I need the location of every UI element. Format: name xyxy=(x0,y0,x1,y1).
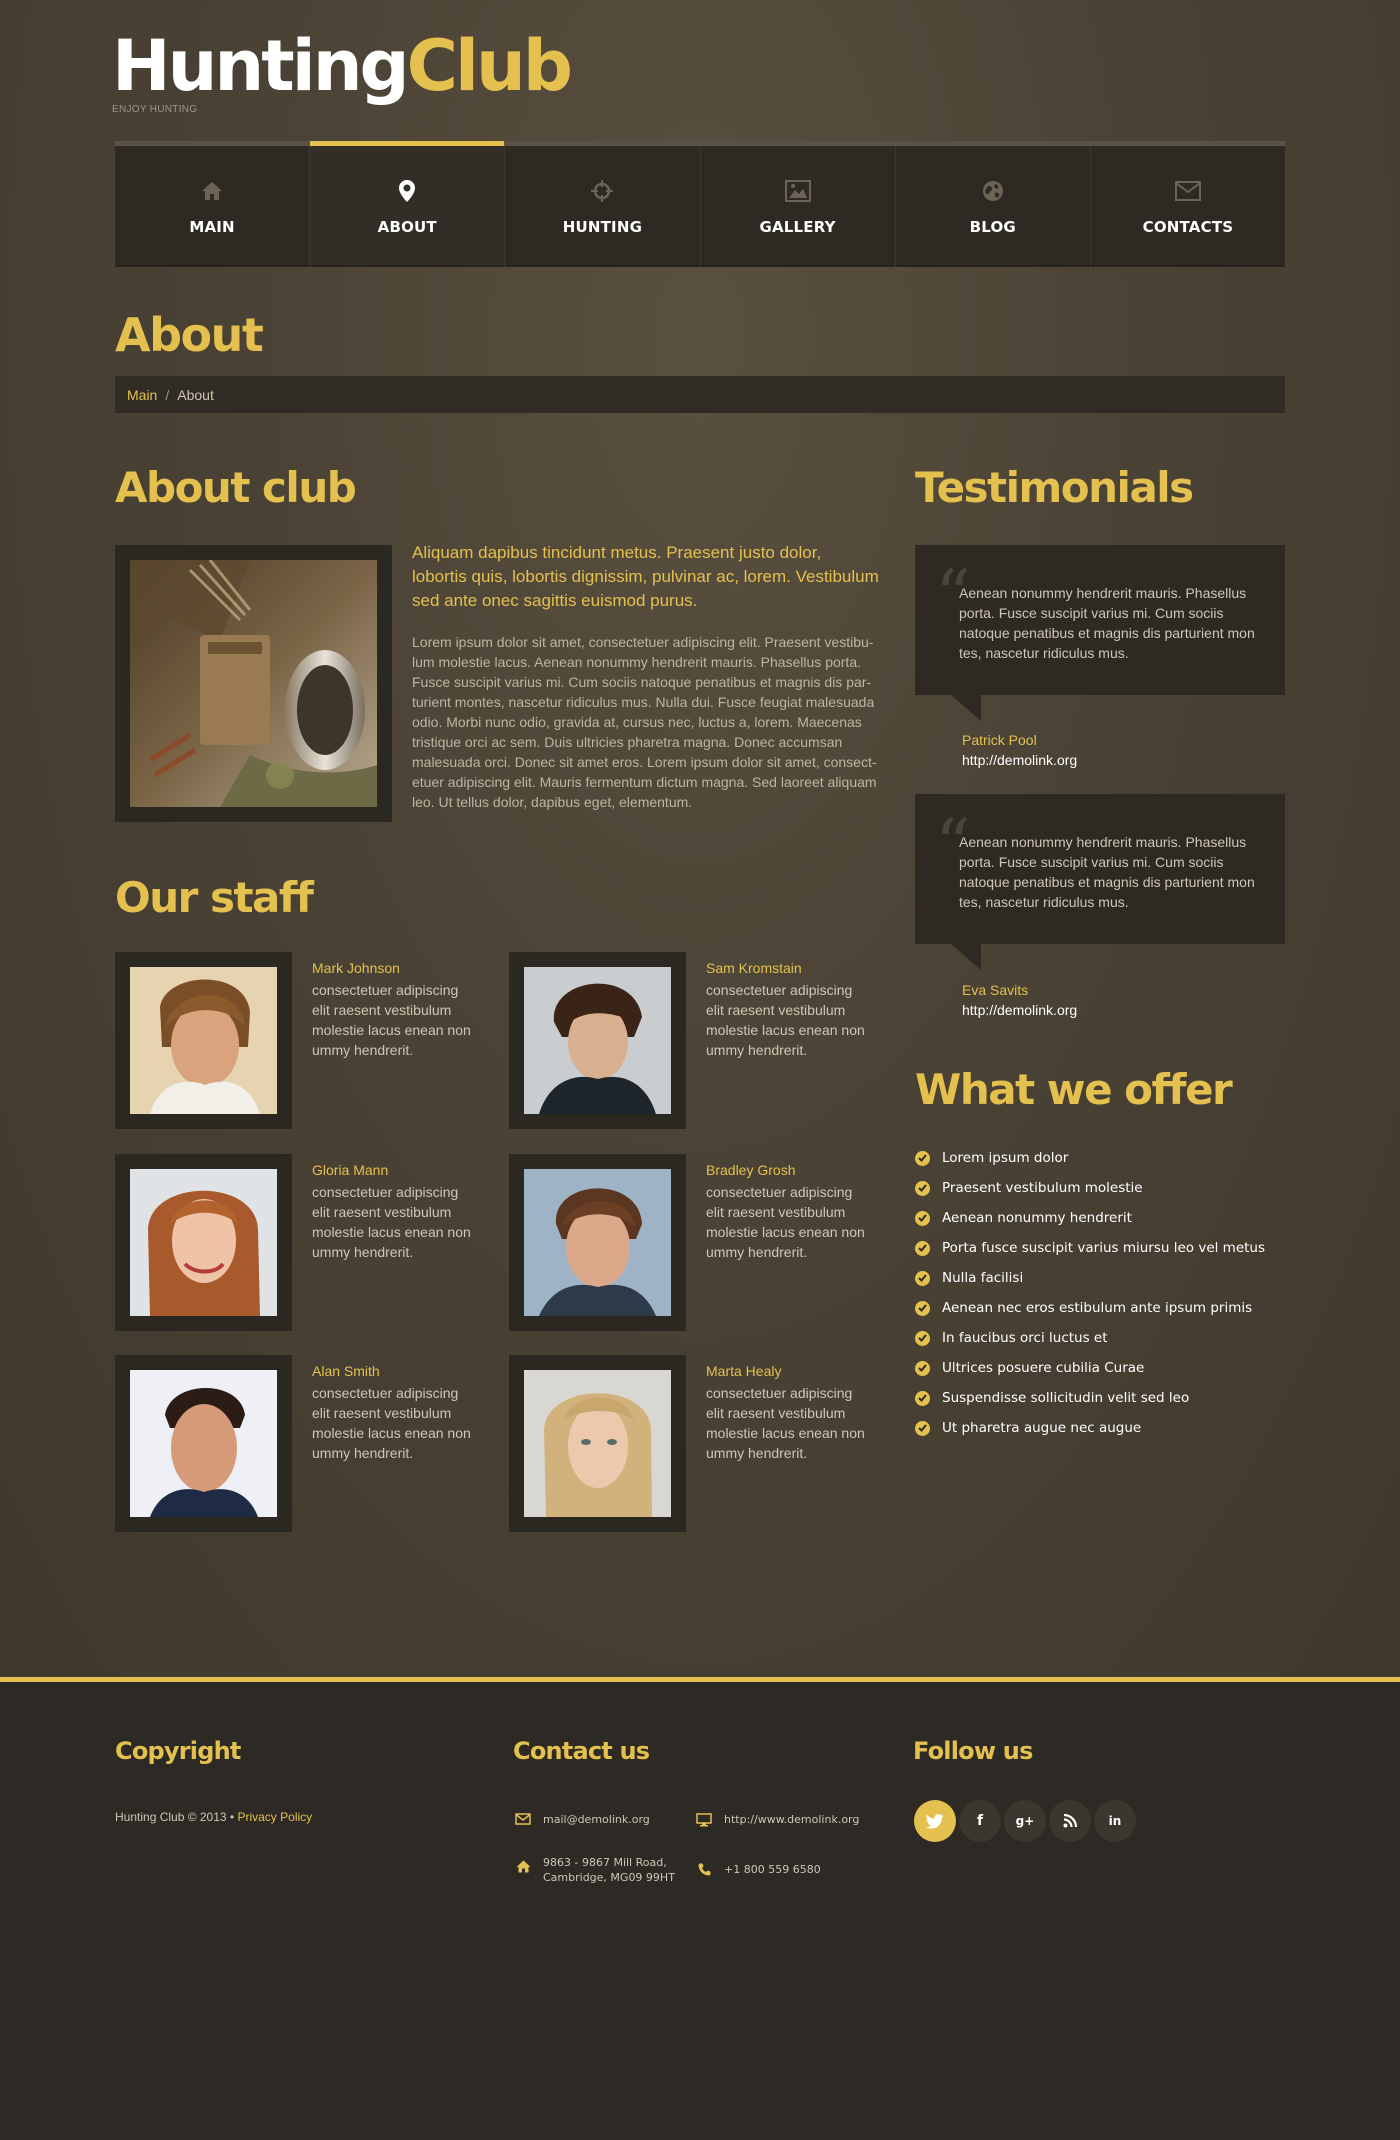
check-circle-icon xyxy=(915,1301,930,1316)
phone-icon xyxy=(694,1862,714,1876)
testimonial-author: Patrick Pool xyxy=(962,732,1037,748)
logo-word-hunting: Hunting xyxy=(112,25,407,107)
contact-address xyxy=(513,1855,675,1885)
staff-description: consectetuer adipiscing elit raesent vestibulum molestie lacus enean non ummy hendrerit. xyxy=(312,1184,471,1260)
contact-website-link[interactable]: http://www.demolink.org xyxy=(724,1813,860,1826)
logo-tagline: ENJOY HUNTING xyxy=(112,104,198,115)
check-circle-icon xyxy=(915,1391,930,1406)
check-circle-icon xyxy=(915,1211,930,1226)
copyright-text xyxy=(115,1810,312,1824)
main-nav xyxy=(115,141,1285,267)
offer-item-text: Porta fusce suscipit varius miursu leo vel metus xyxy=(942,1240,1266,1256)
breadcrumb-home-link[interactable]: Main xyxy=(127,386,158,403)
offer-item-text: Praesent vestibulum molestie xyxy=(942,1180,1143,1196)
social-links xyxy=(914,1800,1139,1842)
page-title: About xyxy=(115,308,263,362)
check-circle-icon xyxy=(915,1151,930,1166)
staff-name-link[interactable]: Mark Johnson xyxy=(312,960,400,976)
testimonial-box xyxy=(915,794,1285,944)
contact-email-link[interactable]: mail@demolink.org xyxy=(543,1813,650,1826)
nav-item-gallery[interactable] xyxy=(701,146,896,267)
nav-item-hunting[interactable] xyxy=(505,146,700,267)
contact-phone xyxy=(694,1862,821,1877)
what-we-offer-heading: What we offer xyxy=(915,1065,1232,1114)
offer-list-item xyxy=(915,1383,1265,1413)
google-plus-icon[interactable]: g+ xyxy=(1004,1800,1046,1842)
facebook-icon[interactable]: f xyxy=(959,1800,1001,1842)
contact-us-heading: Contact us xyxy=(513,1737,650,1765)
our-staff-heading: Our staff xyxy=(115,873,313,922)
testimonial-link[interactable]: http://demolink.org xyxy=(962,1002,1078,1018)
staff-photo xyxy=(509,952,686,1129)
staff-photo xyxy=(509,1154,686,1331)
contact-phone-text: +1 800 559 6580 xyxy=(724,1863,821,1876)
staff-photo xyxy=(115,1154,292,1331)
staff-card xyxy=(509,1154,869,1331)
check-circle-icon xyxy=(915,1241,930,1256)
check-circle-icon xyxy=(915,1361,930,1376)
map-marker-icon xyxy=(394,178,420,204)
copyright-heading: Copyright xyxy=(115,1737,241,1765)
offer-list-item xyxy=(915,1143,1265,1173)
monitor-icon xyxy=(694,1812,714,1827)
offer-item-text: Lorem ipsum dolor xyxy=(942,1150,1069,1166)
contact-address-text xyxy=(543,1855,675,1885)
testimonial-author: Eva Savits xyxy=(962,982,1029,998)
home-icon xyxy=(199,178,225,204)
testimonial-link[interactable]: http://demolink.org xyxy=(962,752,1078,768)
linkedin-icon[interactable]: in xyxy=(1094,1800,1136,1842)
staff-photo xyxy=(115,952,292,1129)
nav-label-main: MAIN xyxy=(189,217,235,236)
site-footer xyxy=(0,1677,1400,2140)
nav-label-contacts: CONTACTS xyxy=(1142,217,1234,236)
about-club-lead: Aliquam dapibus tincidunt metus. Praesent justo dolor, lobortis quis, lobortis dignissim, pulvinar ac, lorem. Vestibulum sed ante onec sagittis euismod purus. xyxy=(412,543,879,610)
offer-item-text: Ut pharetra augue nec augue xyxy=(942,1420,1142,1436)
staff-description: consectetuer adipiscing elit raesent vestibulum molestie lacus enean non ummy hendrerit. xyxy=(706,1385,865,1461)
offer-list-item xyxy=(915,1263,1265,1293)
follow-us-heading: Follow us xyxy=(913,1737,1033,1765)
envelope-icon xyxy=(1175,178,1201,204)
home-icon xyxy=(513,1855,533,1873)
check-circle-icon xyxy=(915,1421,930,1436)
offer-item-text: Ultrices posuere cubilia Curae xyxy=(942,1360,1145,1376)
picture-icon xyxy=(785,178,811,204)
globe-icon xyxy=(980,178,1006,204)
testimonial-box xyxy=(915,545,1285,695)
offer-list-item xyxy=(915,1233,1265,1263)
staff-name-link[interactable]: Bradley Grosh xyxy=(706,1162,796,1178)
offer-list xyxy=(915,1143,1265,1443)
logo-word-club: Club xyxy=(406,25,570,107)
copyright-notice: Hunting Club © 2013 • xyxy=(115,1810,235,1824)
staff-card xyxy=(115,1154,475,1331)
breadcrumb-separator: / xyxy=(165,386,170,403)
nav-label-about: ABOUT xyxy=(377,217,437,236)
speech-bubble-tail xyxy=(951,695,981,721)
staff-card xyxy=(115,1355,475,1532)
staff-photo xyxy=(509,1355,686,1532)
breadcrumb-current: About xyxy=(177,386,214,403)
about-club-body: Lorem ipsum dolor sit amet, consectetuer adipiscing elit. Praesent vestibu-lum molestie lacus. Aenean nonummy hendrerit mauris. Phasellus porta. Fusce suscipit varius mi. Cum sociis natoque penatibus et magnis dis par-turient montes, nascetur ridiculus mus. Nulla dui. Fusce feugiat malesuada odio. Morbi nunc odio, gravida at, cursus nec, luctus a, lorem. Maecenas tristique orci ac sem. Duis ultricies pharetra magna. Donec accumsan malesuada orci. Donec sit amet eros. Lorem ipsum dolor sit amet, consect-etuer adipiscing elit. Mauris fermentum dictum magna. Sed laoreet aliquam leo. Ut tellus dolor, dapibus eget, elementum. xyxy=(412,634,877,810)
testimonial-text: Aenean nonummy hendrerit mauris. Phasellus porta. Fusce suscipit varius mi. Cum sociis natoque penatibus et magnis dis parturient mon tes, nascetur ridiculus mus. xyxy=(959,834,1255,910)
address-line-1: 9863 - 9867 Mill Road, xyxy=(543,1856,667,1869)
offer-item-text: In faucibus orci luctus et xyxy=(942,1330,1108,1346)
staff-card xyxy=(509,952,869,1129)
offer-list-item xyxy=(915,1323,1265,1353)
offer-list-item xyxy=(915,1353,1265,1383)
crosshair-icon xyxy=(589,178,615,204)
site-logo[interactable] xyxy=(112,26,570,115)
address-line-2: Cambridge, MG09 99HT xyxy=(543,1871,675,1884)
staff-description: consectetuer adipiscing elit raesent vestibulum molestie lacus enean non ummy hendrerit. xyxy=(706,1184,865,1260)
check-circle-icon xyxy=(915,1271,930,1286)
offer-item-text: Suspendisse sollicitudin velit sed leo xyxy=(942,1390,1190,1406)
about-club-photo xyxy=(115,545,392,822)
offer-item-text: Aenean nec eros estibulum ante ipsum primis xyxy=(942,1300,1253,1316)
quote-icon: “ xyxy=(935,804,971,886)
testimonials-heading: Testimonials xyxy=(915,463,1193,512)
twitter-icon[interactable] xyxy=(914,1800,956,1842)
staff-card xyxy=(509,1355,869,1532)
check-circle-icon xyxy=(915,1331,930,1346)
staff-description: consectetuer adipiscing elit raesent vestibulum molestie lacus enean non ummy hendrerit. xyxy=(312,1385,471,1461)
staff-card xyxy=(115,952,475,1129)
quote-icon: “ xyxy=(935,555,971,637)
staff-name-link[interactable]: Marta Healy xyxy=(706,1363,782,1379)
staff-description: consectetuer adipiscing elit raesent vestibulum molestie lacus enean non ummy hendrerit. xyxy=(312,982,471,1058)
nav-item-about[interactable] xyxy=(310,146,505,267)
nav-item-main[interactable] xyxy=(115,146,310,267)
breadcrumb xyxy=(115,376,1285,413)
staff-photo xyxy=(115,1355,292,1532)
about-club-heading: About club xyxy=(115,463,356,512)
offer-list-item xyxy=(915,1413,1265,1443)
contact-website xyxy=(694,1812,859,1827)
offer-list-item xyxy=(915,1293,1265,1323)
nav-item-blog[interactable] xyxy=(896,146,1091,267)
speech-bubble-tail xyxy=(951,944,981,970)
staff-name-link[interactable]: Gloria Mann xyxy=(312,1162,389,1178)
staff-name-link[interactable]: Sam Kromstain xyxy=(706,960,802,976)
offer-item-text: Aenean nonummy hendrerit xyxy=(942,1210,1132,1226)
offer-item-text: Nulla facilisi xyxy=(942,1270,1024,1286)
staff-name-link[interactable]: Alan Smith xyxy=(312,1363,380,1379)
nav-label-blog: BLOG xyxy=(969,217,1016,236)
offer-list-item xyxy=(915,1203,1265,1233)
offer-list-item xyxy=(915,1173,1265,1203)
logo-wordmark xyxy=(112,26,570,106)
nav-label-hunting: HUNTING xyxy=(562,217,643,236)
privacy-policy-link[interactable]: Privacy Policy xyxy=(237,1810,313,1824)
envelope-icon xyxy=(513,1812,533,1825)
check-circle-icon xyxy=(915,1181,930,1196)
staff-description: consectetuer adipiscing elit raesent vestibulum molestie lacus enean non ummy hendrerit. xyxy=(706,982,865,1058)
nav-item-contacts[interactable] xyxy=(1091,146,1285,267)
rss-icon[interactable] xyxy=(1049,1800,1091,1842)
nav-label-gallery: GALLERY xyxy=(759,217,836,236)
contact-email xyxy=(513,1812,650,1827)
testimonial-text: Aenean nonummy hendrerit mauris. Phasellus porta. Fusce suscipit varius mi. Cum sociis natoque penatibus et magnis dis parturient mon tes, nascetur ridiculus mus. xyxy=(959,585,1255,661)
